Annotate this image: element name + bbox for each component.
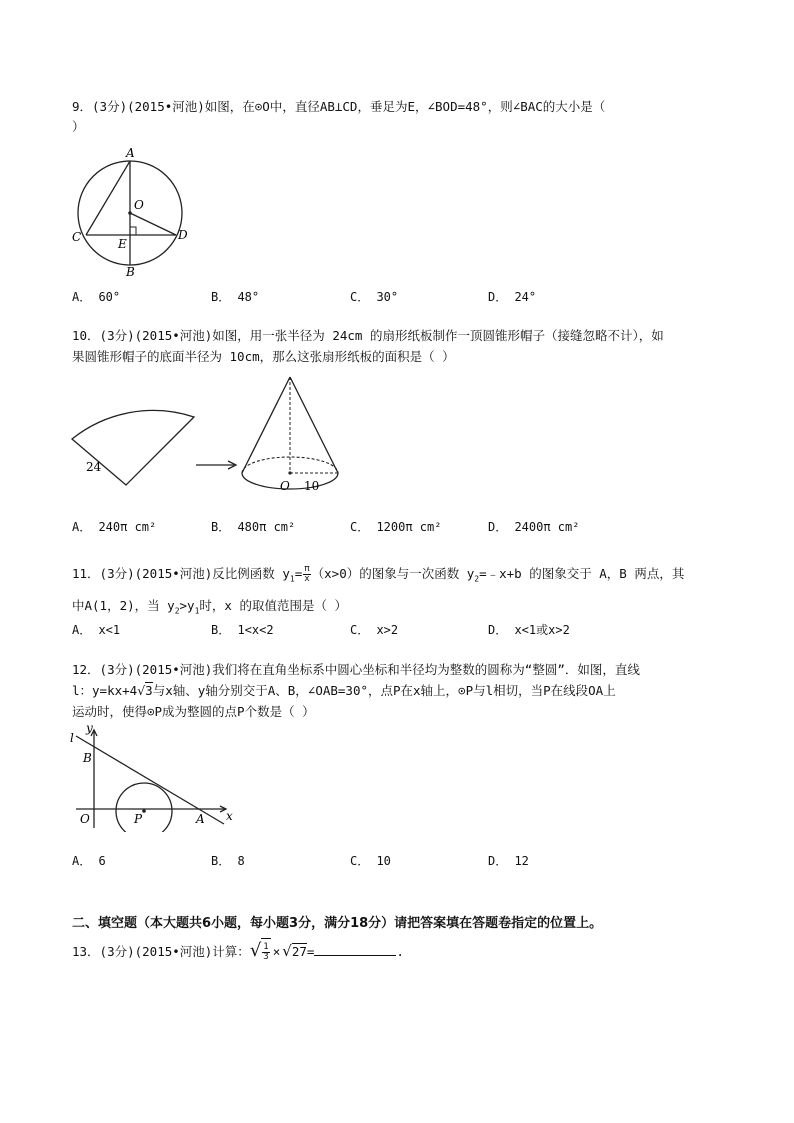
label-e: E — [118, 237, 127, 251]
label-b: B — [83, 751, 92, 765]
q12-line2-b: 与x轴、y轴分别交于A、B，∠OAB=30°，点P在x轴上，⊙P与l相切，当P在线段OA上 — [152, 683, 616, 698]
q10-option-a[interactable]: A． 240π cm² — [72, 520, 157, 534]
circle-p — [116, 783, 172, 832]
q11-line2-sub1: 1 — [194, 606, 200, 616]
center-point — [128, 211, 132, 215]
q11-line2-b: >y — [179, 598, 195, 613]
label-l: l — [70, 731, 74, 745]
q11-option-b[interactable]: B． 1<x<2 — [211, 623, 274, 637]
q11-stem-line2 — [72, 596, 347, 622]
point-p — [142, 809, 146, 813]
q11-option-a[interactable]: A． x<1 — [72, 623, 121, 637]
q11-option-c[interactable]: C． x>2 — [350, 623, 399, 637]
cone-center-point — [288, 471, 291, 474]
cone-left-edge — [242, 377, 290, 473]
q12-stem-line2 — [72, 681, 616, 701]
q13-radicand-2: 27 — [291, 944, 307, 959]
label-x: x — [226, 809, 233, 823]
line-l — [76, 736, 224, 824]
q12-line2-a: l：y=kx+4 — [72, 683, 138, 698]
cone-center-label: O — [280, 479, 290, 493]
label-y: y — [86, 722, 93, 735]
q12-option-a[interactable]: A． 6 — [72, 854, 106, 868]
q9-option-a[interactable]: A． 60° — [72, 290, 121, 304]
q11-line2-c: 时，x 的取值范围是（ ） — [199, 598, 347, 613]
cone-base-front — [242, 473, 338, 489]
q10-stem-line2: 果圆锥形帽子的底面半径为 10cm，那么这张扇形纸板的面积是（ ） — [72, 349, 455, 364]
q11-frac-num: π — [304, 564, 310, 574]
sector-radius-label: 24 — [86, 460, 102, 474]
q11-eq: = — [294, 566, 303, 581]
label-c: C — [72, 230, 82, 244]
q13-radicand-1 — [261, 938, 270, 965]
q9-option-b[interactable]: B． 48° — [211, 290, 260, 304]
q12-option-b[interactable]: B． 8 — [211, 854, 245, 868]
q11-line2-sub2: 2 — [174, 606, 180, 616]
label-p: P — [134, 812, 143, 826]
q12-stem-line1: 12．(3分)(2015•河池)我们将在直角坐标系中圆心坐标和半径均为整数的圆称为“整圆”．如图，直线 — [72, 662, 640, 677]
label-a: A — [196, 812, 205, 826]
q9-option-c[interactable]: C． 30° — [350, 290, 399, 304]
q13-answer-blank[interactable] — [314, 943, 396, 956]
label-o: O — [134, 198, 144, 212]
q11-text-prefix: 11．(3分)(2015•河池)反比例函数 y — [72, 566, 290, 581]
q12-sqrt-value: 3 — [145, 683, 153, 698]
q10-option-d[interactable]: D． 2400π cm² — [488, 520, 580, 534]
right-angle-mark — [130, 227, 136, 235]
q11-line2-a: 中A(1，2)，当 y — [72, 598, 175, 613]
q12-stem-line3: 运动时，使得⊙P成为整圆的点P个数是（ ） — [72, 704, 315, 719]
radical-sign-2: √ — [282, 942, 292, 960]
radical-sign-1: √ — [249, 940, 262, 961]
q10-option-b[interactable]: B． 480π cm² — [211, 520, 296, 534]
q11-stem-line1 — [72, 562, 684, 592]
sqrt-symbol: √ — [137, 683, 146, 698]
q11-option-d[interactable]: D． x<1或x>2 — [488, 623, 570, 637]
label-o: O — [80, 812, 90, 826]
q9-option-d[interactable]: D． 24° — [488, 290, 537, 304]
label-a: A — [126, 146, 135, 160]
q12-option-c[interactable]: C． 10 — [350, 854, 391, 868]
q11-sub1: 1 — [289, 574, 295, 584]
cone-base-radius-label: 10 — [304, 479, 320, 493]
q13-frac-num: 1 — [263, 942, 269, 952]
q11-sub2: 2 — [474, 574, 480, 584]
q13-prefix: 13．(3分)(2015•河池)计算： — [72, 944, 250, 959]
q12-coordinate-figure — [68, 722, 248, 832]
segment-od — [130, 213, 176, 235]
q13-times: × — [272, 944, 281, 959]
q13-frac-den: 3 — [263, 952, 269, 962]
q10-stem-line1: 10．(3分)(2015•河池)如图，用一张半径为 24cm 的扇形纸板制作一顶圆锥形帽子（接缝忽略不计），如 — [72, 328, 664, 343]
q10-sector-cone-figure — [68, 373, 358, 508]
q13-end: . — [396, 944, 404, 959]
q11-fraction — [303, 565, 310, 584]
q11-text-suffix: =﹣x+b 的图象交于 A，B 两点，其 — [479, 566, 685, 581]
q13-eq: = — [306, 944, 315, 959]
label-b: B — [126, 265, 135, 278]
q9-stem-line1: 9．(3分)(2015•河池)如图，在⊙O中，直径AB⊥CD，垂足为E，∠BOD=48°，则∠BAC的大小是（ — [72, 99, 606, 114]
segment-ac — [86, 161, 130, 235]
label-d: D — [178, 228, 188, 242]
q11-frac-den: x — [304, 574, 310, 584]
q12-option-d[interactable]: D． 12 — [488, 854, 529, 868]
q11-text-middle: （x>0）的图象与一次函数 y — [311, 566, 475, 581]
q13-stem — [72, 938, 404, 965]
q9-stem-line2: ） — [72, 119, 85, 134]
q10-option-c[interactable]: C． 1200π cm² — [350, 520, 442, 534]
q9-circle-figure — [68, 143, 198, 278]
q13-fraction — [262, 943, 269, 962]
section-2-heading: 二、填空题（本大题共6小题，每小题3分，满分18分）请把答案填在答题卷指定的位置上。 — [72, 916, 603, 931]
